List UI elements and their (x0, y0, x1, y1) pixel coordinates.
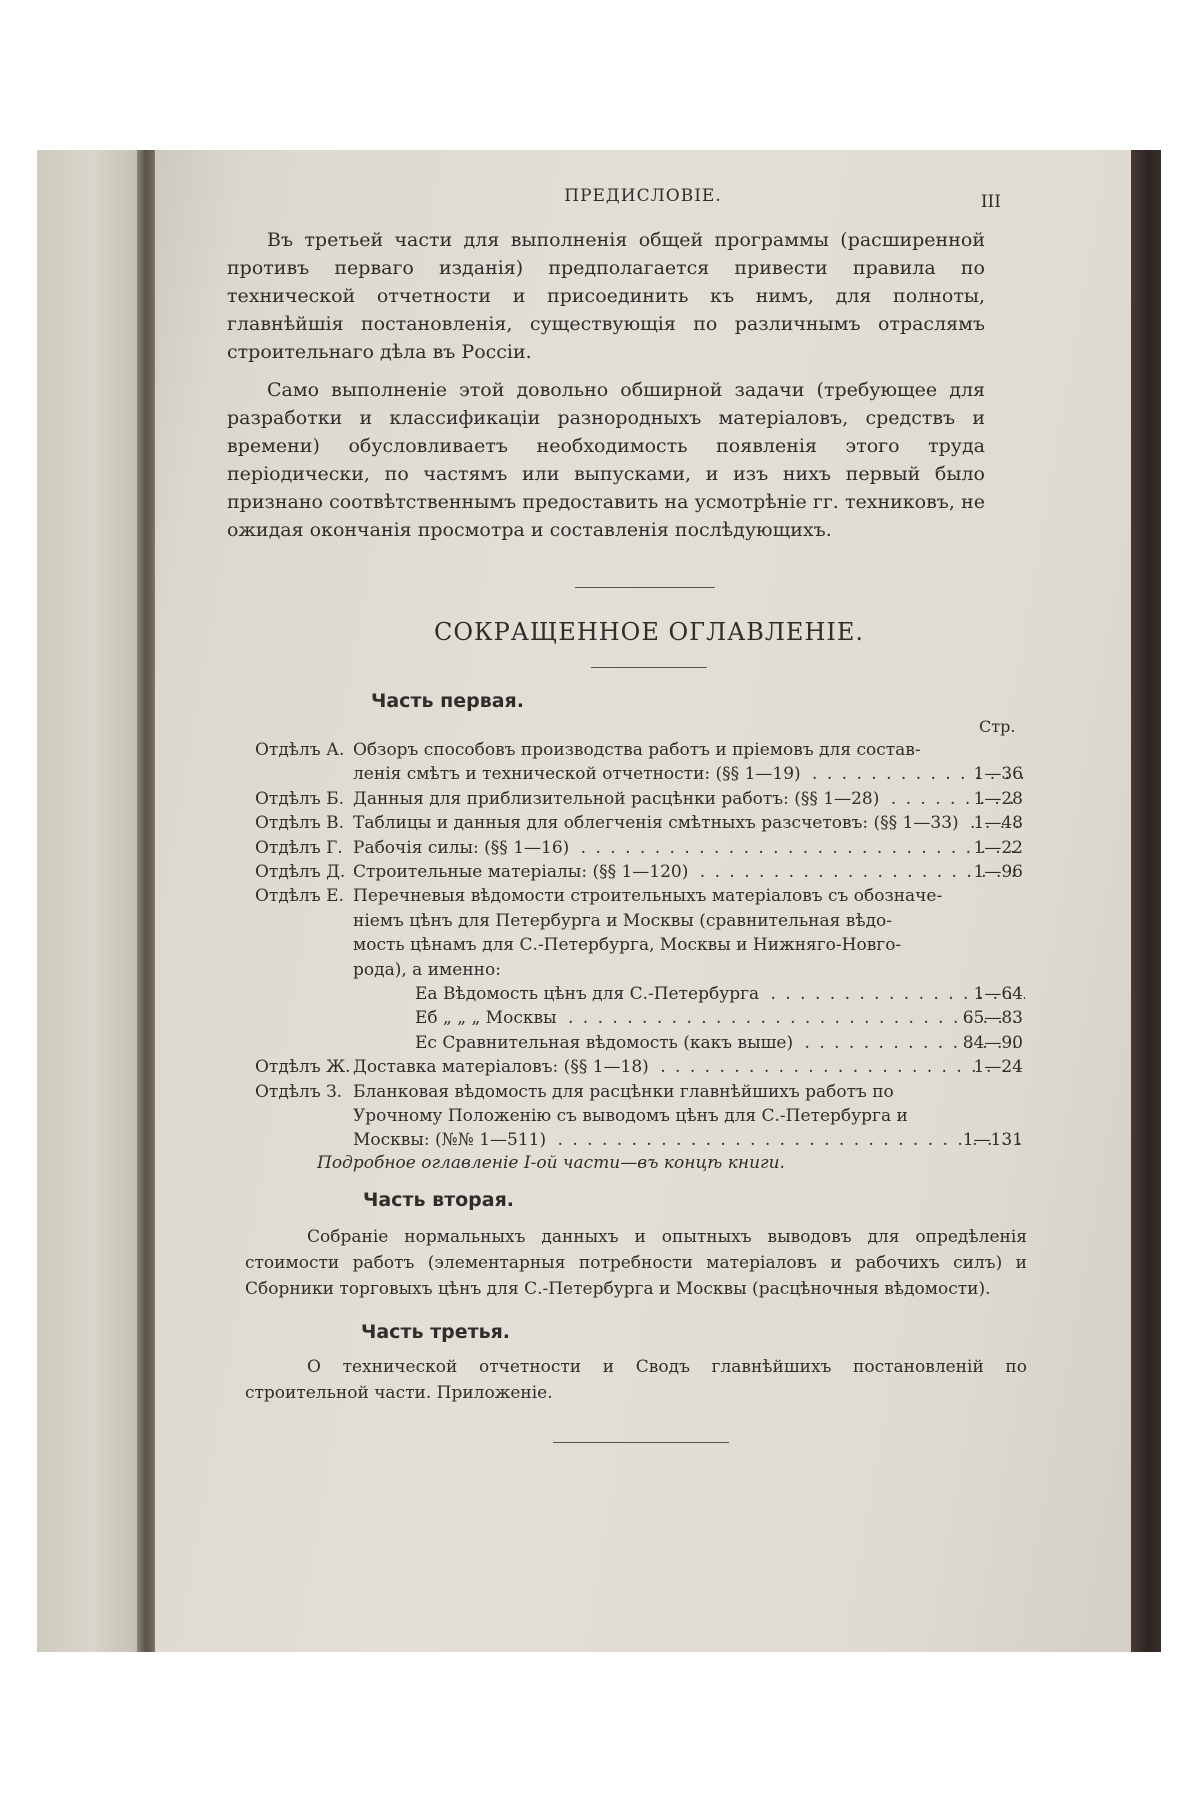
toc-row (155, 836, 1135, 860)
toc-row-text: рода), а именно: (353, 959, 501, 980)
toc-row (155, 1128, 1135, 1152)
preface-paragraph-2: Само выполненіе этой довольно обширной задачи (требующее для разработки и классификаціи разнородныхъ матеріаловъ, средствъ и времени) обусловливаетъ необходимость появленія этого труда періодически, по частямъ или выпусками, и изъ нихъ первый было признано соотвѣтственнымъ предоставить на усмотрѣніе гг. техниковъ, не ожидая окончанія просмотра и составленія послѣдующихъ. (227, 379, 985, 541)
toc-row-code: Отдѣлъ А. (255, 740, 345, 760)
toc-row-code: Отдѣлъ Е. (255, 886, 344, 907)
book-page (155, 150, 1131, 1652)
toc-row-pages: 1—131 (962, 1130, 1023, 1151)
part-two-text: Собраніе нормальныхъ данныхъ и опытныхъ выводовъ для опредѣленія стоимости работъ (элементарныя потребности матеріаловъ и рабочихъ силъ) и Сборники торговыхъ цѣнъ для С.-Петербурга и Москвы (расцѣночныя вѣдомости). (245, 1227, 1027, 1299)
part-one-title: Часть первая. (371, 690, 524, 712)
divider-rule (575, 587, 715, 588)
toc-row-text: Москвы: (№№ 1—511) (353, 1130, 547, 1151)
toc-row (155, 762, 1135, 786)
toc-row-code: Отдѣлъ Д. (255, 862, 346, 882)
toc-row-text: ленія смѣтъ и технической отчетности: (§§ 1—19) (353, 764, 801, 785)
toc-row-text: Перечневыя вѣдомости строительныхъ матеріаловъ съ обозначе- (353, 886, 943, 907)
toc-row (155, 811, 1135, 835)
part-three-text: О технической отчетности и Сводъ главнѣйшихъ постановленій по строительной части. Приложеніе. (245, 1357, 1027, 1403)
toc-row-code: Отдѣлъ Г. (255, 837, 343, 858)
toc-row-text: Строительные матеріалы: (§§ 1—120) (353, 862, 689, 882)
toc-note: Подробное оглавленіе I-ой части—въ концѣ книги. (317, 1153, 785, 1173)
toc-row (155, 884, 1135, 908)
left-page-edge (37, 150, 147, 1652)
toc-row (155, 1031, 1135, 1055)
toc-row (155, 1080, 1135, 1104)
toc-row-text: Еа Вѣдомость цѣнъ для С.-Петербурга (415, 984, 760, 1004)
toc-row-text: Бланковая вѣдомость для расцѣнки главнѣйшихъ работъ по (353, 1081, 894, 1102)
toc-row-code: Отдѣлъ Ж. (255, 1057, 351, 1078)
toc-row-code: Отдѣлъ З. (255, 1081, 343, 1102)
toc-row (155, 1006, 1135, 1030)
toc-row-text: Ес Сравнительная вѣдомость (какъ выше) (415, 1032, 794, 1053)
book-photo (37, 150, 1161, 1652)
toc-row (155, 982, 1135, 1006)
toc-row-pages: 1—24 (973, 1057, 1023, 1078)
toc-row-pages: 1—96 (973, 862, 1023, 882)
toc-row-text: Урочному Положенію съ выводомъ цѣнъ для С.-Петербурга и (353, 1106, 908, 1126)
part-two-title: Часть вторая. (363, 1189, 515, 1211)
toc-row (155, 1104, 1135, 1128)
toc-row-text: Данныя для приблизительной расцѣнки работъ: (§§ 1—28) (353, 788, 880, 809)
toc-row (155, 1055, 1135, 1079)
toc-row (155, 958, 1135, 982)
toc-row-text: Обзоръ способовъ производства работъ и пріемовъ для состав- (353, 740, 921, 760)
toc-row (155, 787, 1135, 811)
toc-row (155, 860, 1135, 884)
toc-row-pages: 1—36 (973, 764, 1023, 785)
toc-row-pages: 1—22 (973, 837, 1023, 858)
toc-row-text: Доставка матеріаловъ: (§§ 1—18) (353, 1057, 649, 1078)
toc-row-text: Еб „ „ „ Москвы (415, 1008, 557, 1029)
toc-row-code: Отдѣлъ В. (255, 813, 344, 834)
page-number: III (980, 192, 1001, 212)
toc-row-pages: 1—64 (973, 984, 1023, 1004)
preface-paragraph-1: Въ третьей части для выполненія общей программы (расширенной противъ перваго изданія) предполагается привести правила по технической отчетности и присоединить къ нимъ, для полноты, главнѣйшія постановленія, существующія по различнымъ отраслямъ строительнаго дѣла въ Россіи. (227, 229, 985, 363)
toc-title: СОКРАЩЕННОЕ ОГЛАВЛЕНІЕ. (433, 618, 865, 646)
toc-row-text: ніемъ цѣнъ для Петербурга и Москвы (сравнительная вѣдо- (353, 910, 893, 931)
page-column-label: Стр. (979, 717, 1016, 736)
toc-row-text: мость цѣнамъ для С.-Петербурга, Москвы и Нижняго-Новго- (353, 935, 902, 956)
toc-row-pages: 1—48 (973, 813, 1023, 834)
toc-row (155, 738, 1135, 762)
toc-row (155, 909, 1135, 933)
divider-rule (591, 667, 707, 668)
toc-row (155, 933, 1135, 957)
toc-row-code: Отдѣлъ Б. (255, 788, 344, 809)
divider-rule (553, 1442, 729, 1443)
running-head: ПРЕДИСЛОВІЕ. (564, 186, 722, 206)
toc-row-pages: 65—83 (962, 1008, 1023, 1029)
toc-row-text: Рабочія силы: (§§ 1—16) (353, 837, 570, 858)
part-three-title: Часть третья. (361, 1321, 511, 1343)
toc-row-pages: 1—28 (973, 788, 1023, 809)
toc-row-text: Таблицы и данныя для облегченія смѣтныхъ разсчетовъ: (§§ 1—33) (353, 813, 959, 834)
toc-row-pages: 84—90 (962, 1032, 1023, 1053)
